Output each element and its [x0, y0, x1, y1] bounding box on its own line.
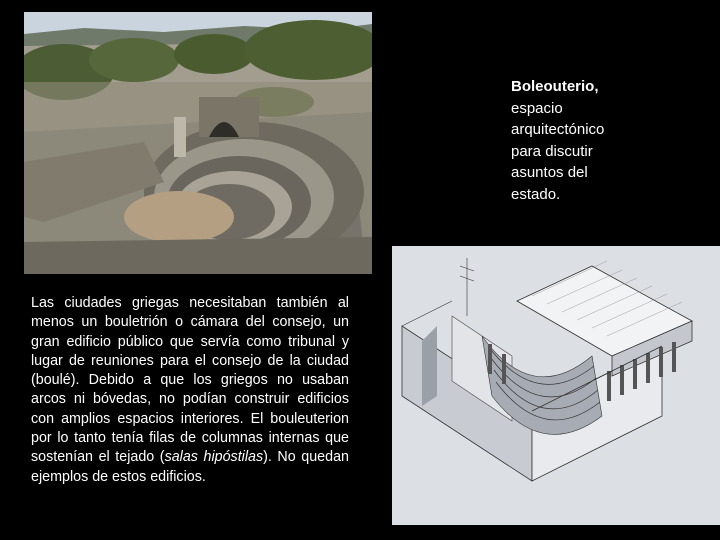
- body-paragraph: [31, 294, 349, 487]
- body-text-after: ). No quedan ejemplos de estos edificios.: [31, 449, 349, 485]
- bouleuterion-isometric-drawing: [392, 246, 720, 525]
- caption-text: espacio arquitectónico para discutir asuntos del estado.: [511, 99, 605, 203]
- body-text-before: Las ciudades griegas necesitaban también al menos un bouletrión o cámara del consejo, un gran edificio público que servía como tribunal y lugar de reuniones para el consejo de la ciudad (boulé). Debido a que los griegos no usaban arcos ni bóvedas, no podían construir edificios con amplios espacios interiores. El bouleuterion por lo tanto tenía filas de columnas internas que sostenían el tejado (: [31, 295, 349, 466]
- body-text-italic: salas hipóstilas: [164, 449, 264, 466]
- caption-title: Boleouterio,: [511, 78, 599, 95]
- caption: [511, 76, 711, 205]
- bouleuterion-ruins-photo: [24, 12, 372, 274]
